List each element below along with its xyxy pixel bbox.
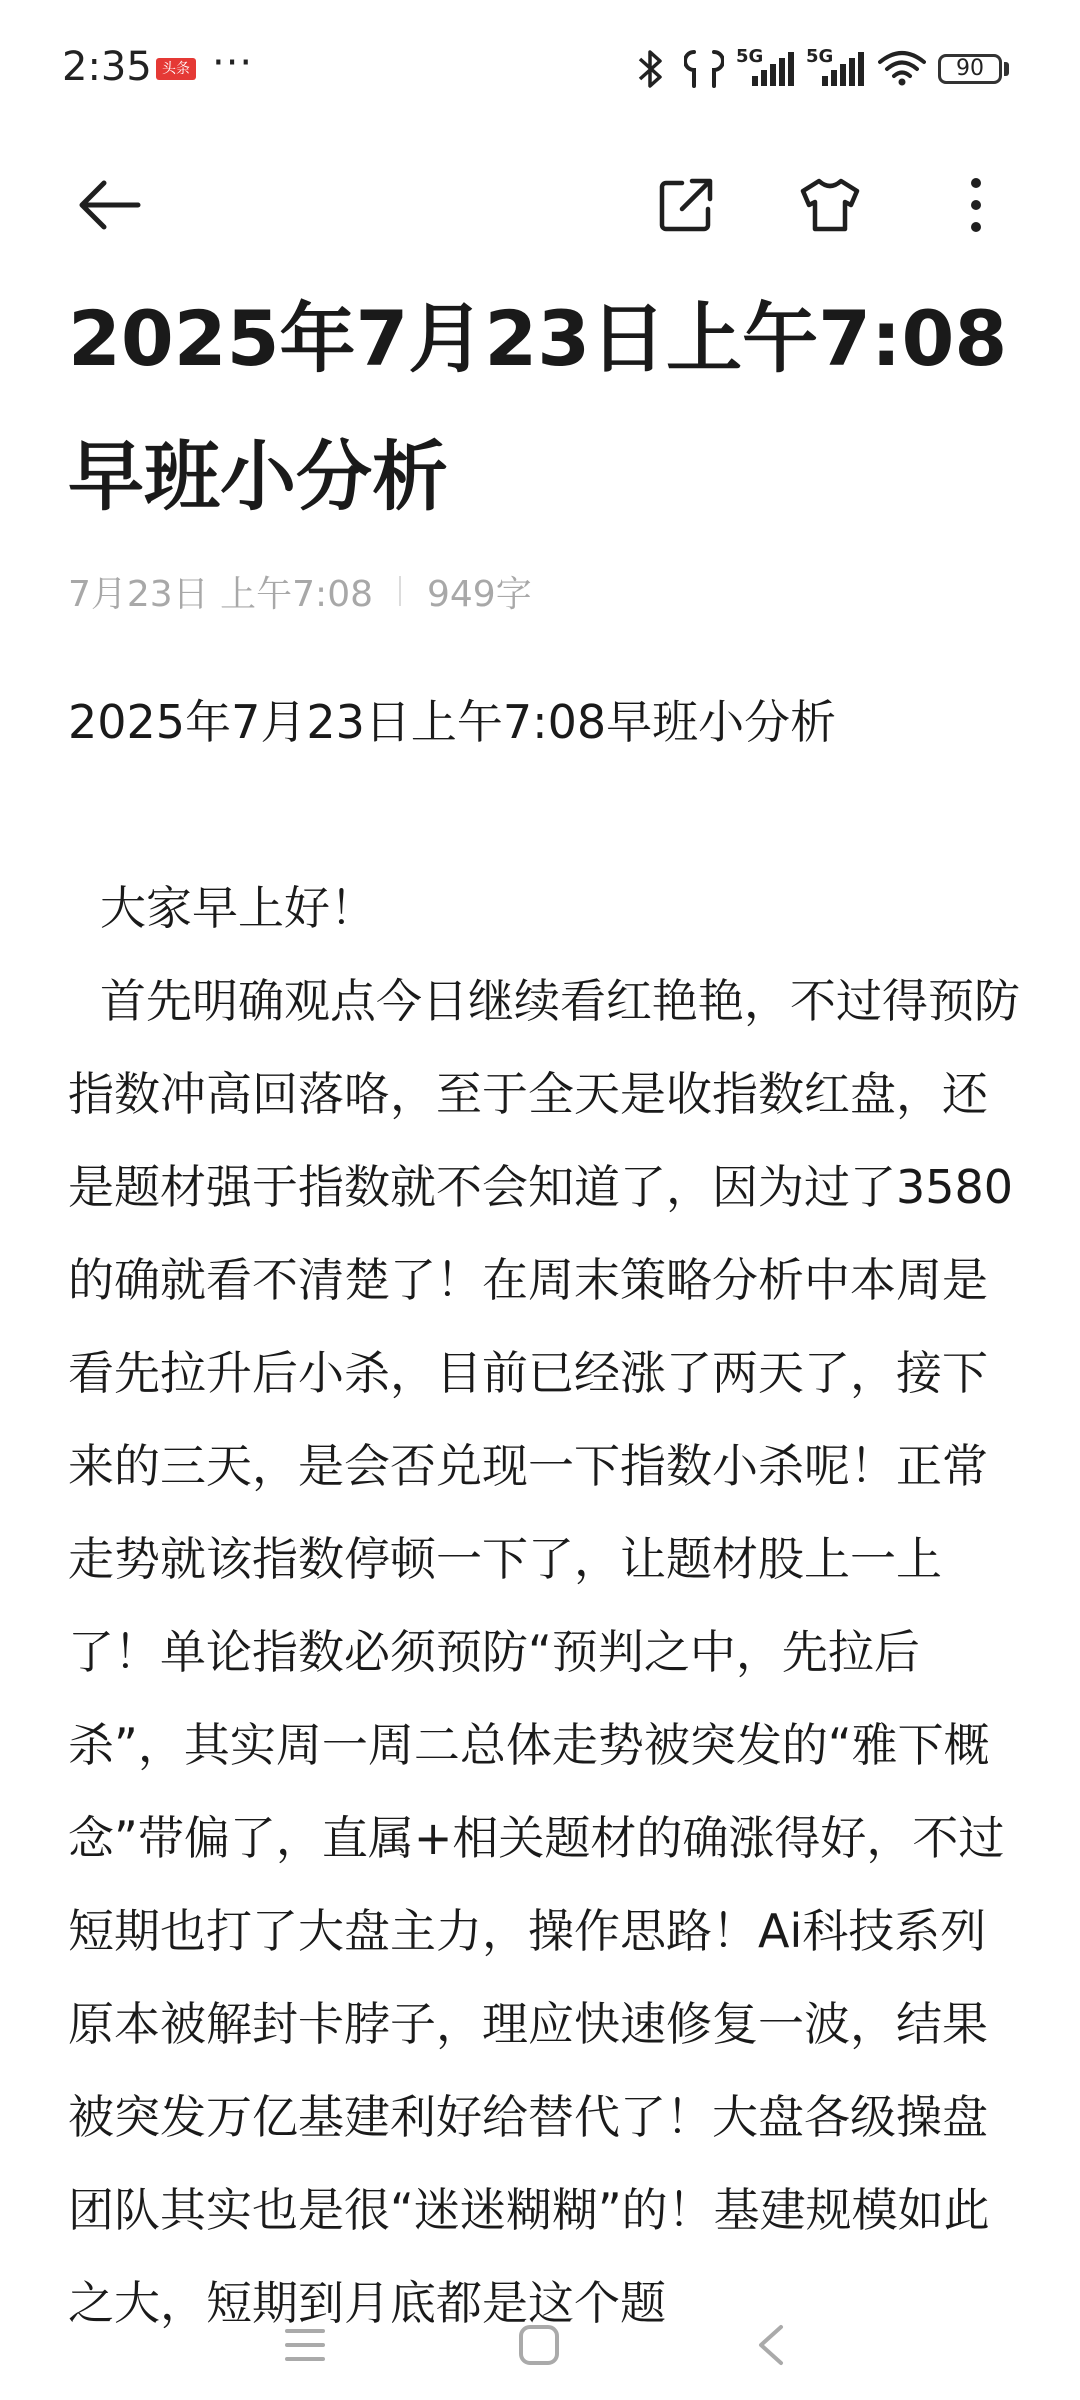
article-body [68,676,1020,2350]
status-bar [0,0,1080,140]
signal-strength-icon [822,52,866,86]
network-type-label: 5G [736,46,764,67]
share-external-icon [658,177,714,233]
more-vertical-icon [968,177,984,233]
bluetooth-icon [636,48,666,90]
system-back-button[interactable] [736,2310,806,2380]
battery-cap [1004,62,1009,76]
blank-line [68,769,1020,862]
toutiao-badge-icon: 头条 [156,58,196,80]
earbuds-icon [684,48,724,90]
greeting-paragraph: 大家早上好！ [100,881,376,935]
tshirt-icon [799,177,861,233]
system-nav-bar [0,2290,1080,2400]
body-paragraph: 首先明确观点今日继续看红艳艳，不过得预防指数冲高回落咯，至于全天是收指数红盘，还是题材强于指数就不会知道了，因为过了3580的确就看不清楚了！在周末策略分析中本周是看先拉升后小杀，目前已经涨了两天了，接下来的三天，是会否兑现一下指数小杀呢！正常走势就该指数停顿一下了，让题材股上一上了！单论指数必须预防“预判之中，先拉后杀”，其实周一周二总体走势被突发的“雅下概念”带偏了，直属+相关题材的确涨得好，不过短期也打了大盘主力，操作思路！Ai科技系列原本被解封卡脖子，理应快速修复一波，结果被突发万亿基建利好给替代了！大盘各级操盘团队其实也是很“迷迷糊糊”的！基建规模如此之大，短期到月底都是这个题 [68,974,1020,2330]
status-time: 2:35 [62,44,152,90]
body-subtitle: 2025年7月23日上午7:08早班小分析 [68,695,837,749]
back-button[interactable] [70,165,150,245]
recent-apps-button[interactable] [270,2310,340,2380]
home-button[interactable] [504,2310,574,2380]
word-count: 949字 [427,573,532,615]
home-square-icon [517,2323,561,2367]
battery-icon: 90 [938,54,1002,84]
top-app-bar [0,140,1080,270]
wifi-icon [878,50,926,86]
article-date: 7月23日 上午7:08 [68,573,373,615]
share-button[interactable] [646,165,726,245]
meta-divider [399,576,401,606]
article-meta [68,566,532,616]
status-overflow: ··· [212,40,254,86]
back-chevron-icon [753,2323,789,2367]
menu-lines-icon [283,2327,327,2363]
theme-button[interactable] [790,165,870,245]
article-title: 2025年7月23日上午7:08早班小分析 [68,294,1008,521]
arrow-left-icon [78,180,142,230]
more-button[interactable] [936,165,1016,245]
network-type-label: 5G [806,46,834,67]
signal-strength-icon [752,52,796,86]
